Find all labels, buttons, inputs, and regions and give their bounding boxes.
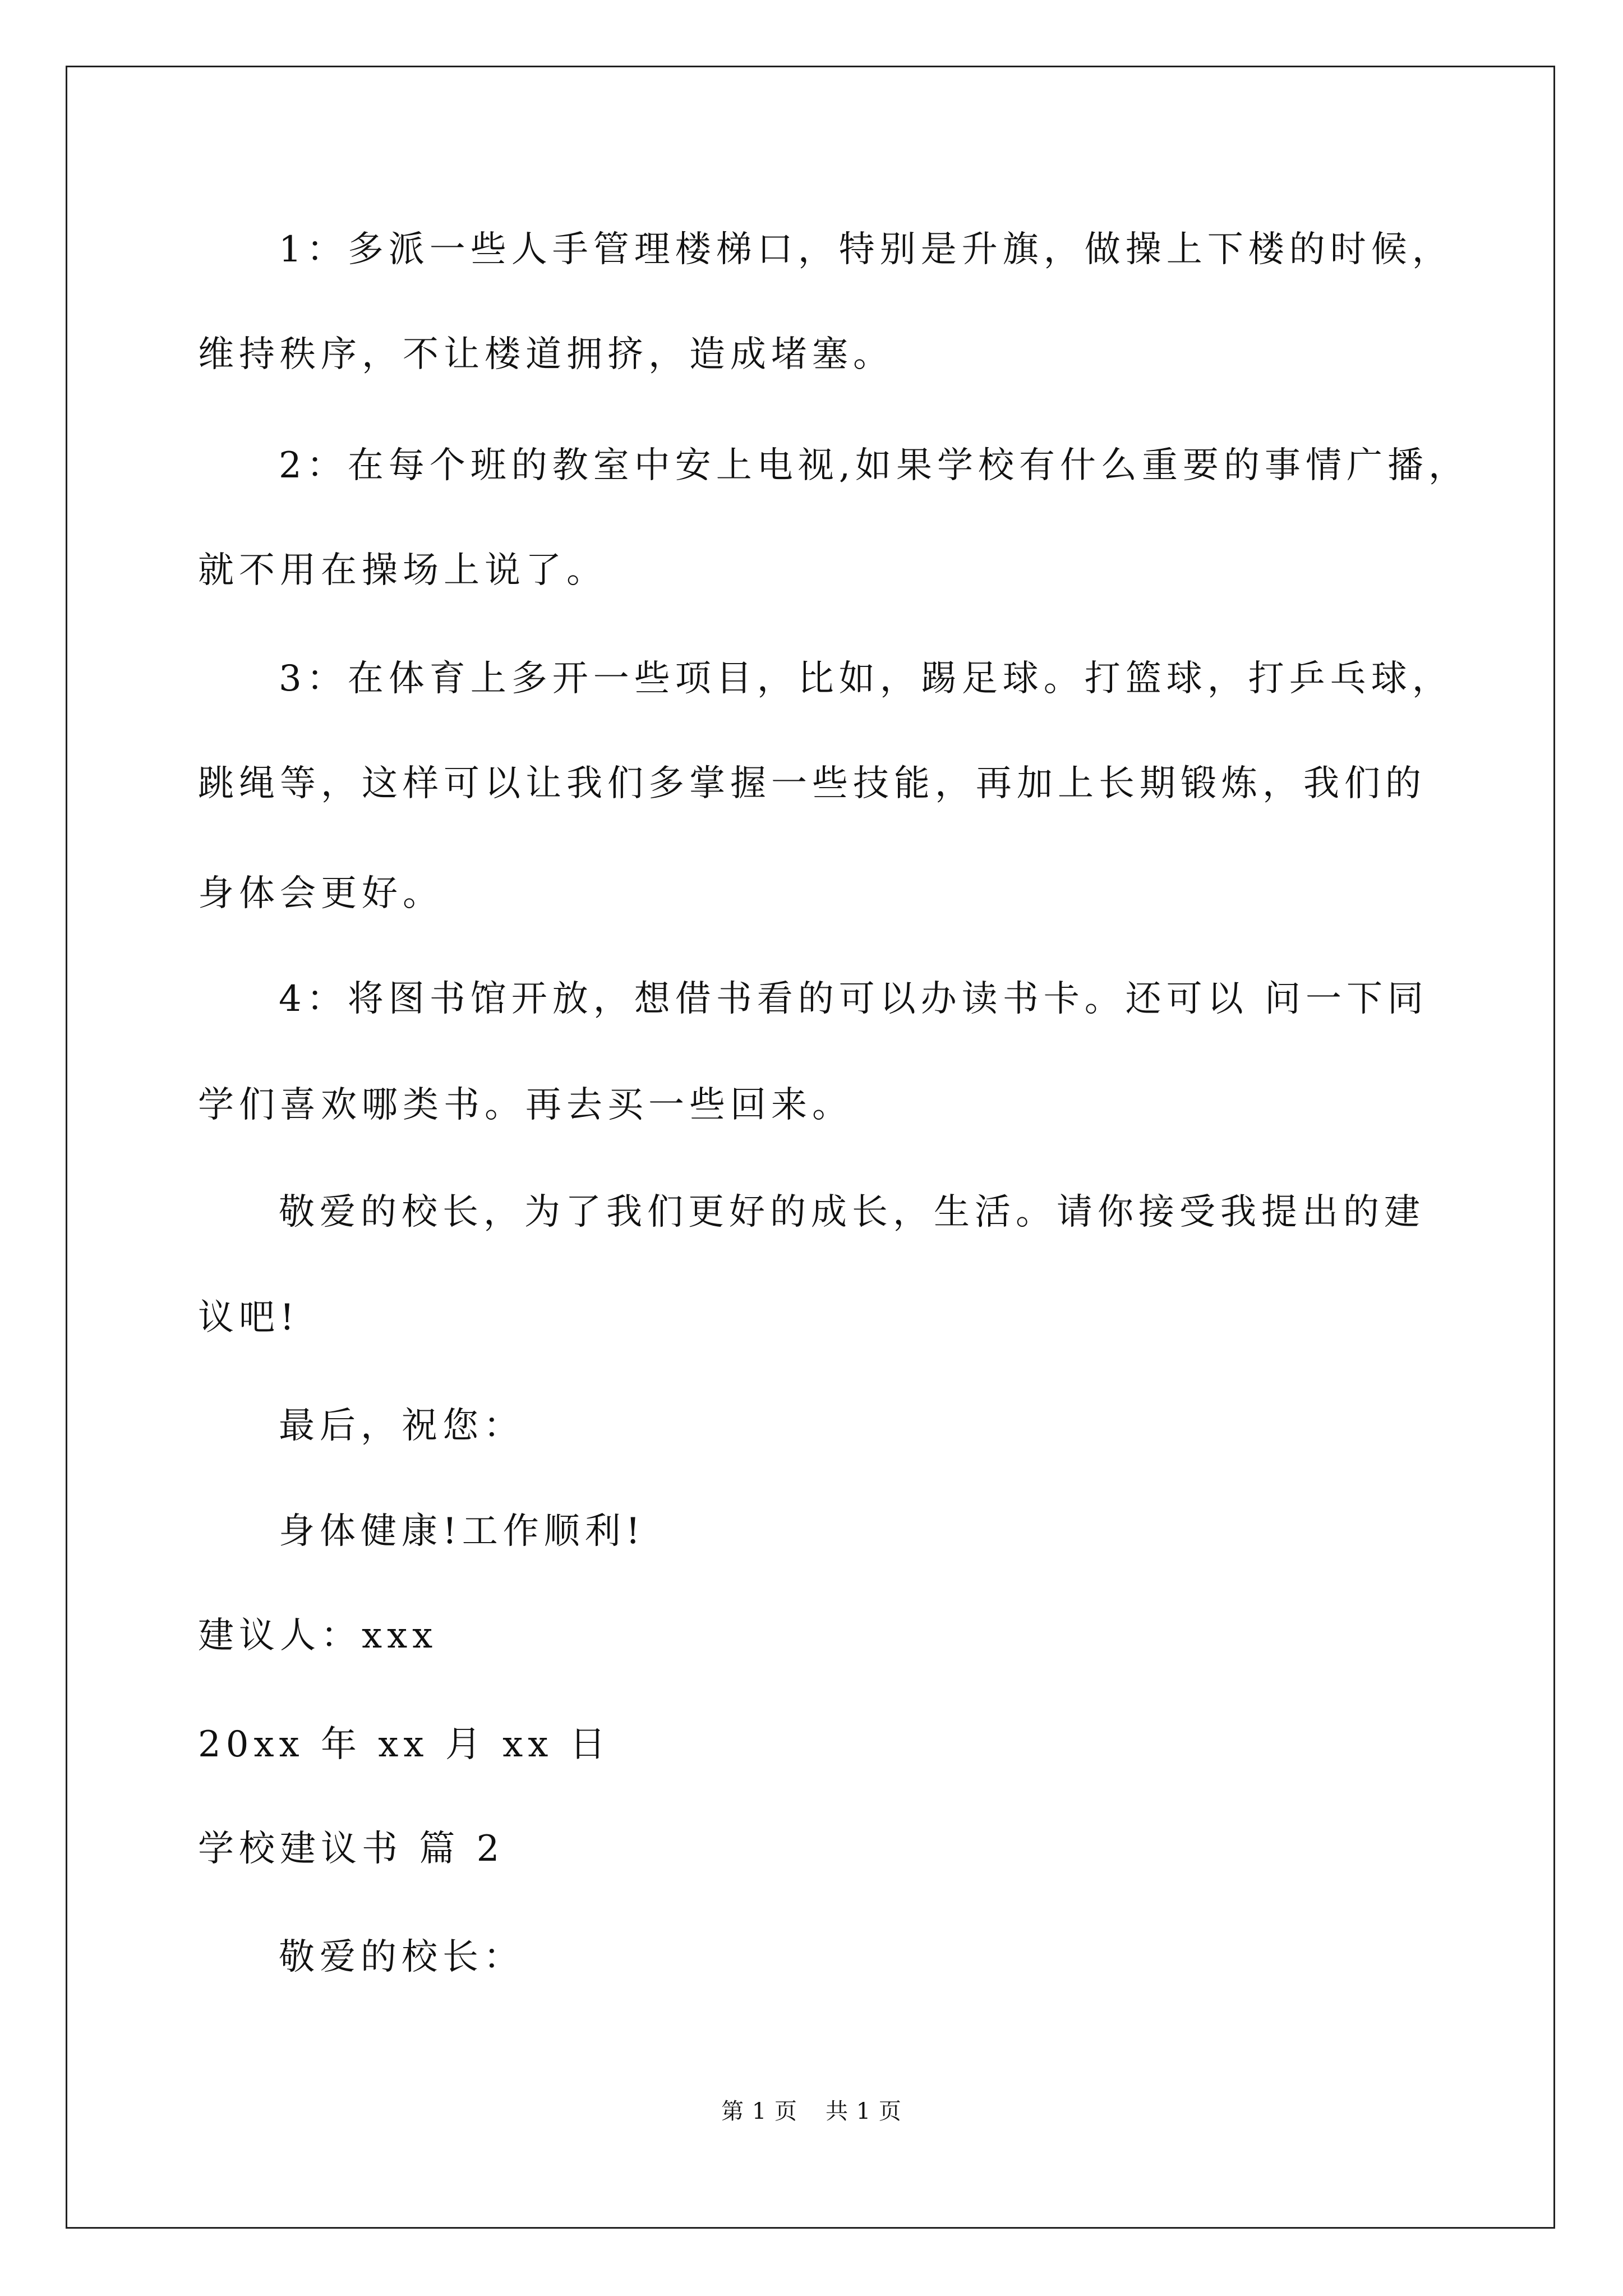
page-number-current: 第 1 页 bbox=[721, 2099, 797, 2124]
paragraph-3-line-1: 3：在体育上多开一些项目，比如，踢足球。打篮球，打乒乓球， bbox=[279, 658, 1453, 700]
signature-name: 建议人：xxx bbox=[198, 1615, 438, 1657]
page-footer bbox=[0, 2098, 1623, 2125]
page-number-total: 共 1 页 bbox=[826, 2099, 902, 2124]
closing-paragraph-line-2: 议吧! bbox=[198, 1297, 299, 1338]
paragraph-2-line-2: 就不用在操场上说了。 bbox=[198, 550, 607, 591]
wishes: 身体健康!工作顺利! bbox=[279, 1511, 645, 1552]
paragraph-4-line-1: 4：将图书馆开放，想借书看的可以办读书卡。还可以 问一下同 bbox=[279, 978, 1429, 1020]
greeting: 敬爱的校长： bbox=[279, 1936, 524, 1978]
paragraph-4-line-2: 学们喜欢哪类书。再去买一些回来。 bbox=[198, 1084, 853, 1126]
paragraph-2-line-1: 2：在每个班的教室中安上电视,如果学校有什么重要的事情广播， bbox=[279, 445, 1470, 486]
signature-date: 20xx 年 xx 月 xx 日 bbox=[198, 1724, 611, 1765]
salutation-closing: 最后，祝您： bbox=[279, 1405, 524, 1447]
page-border bbox=[66, 66, 1555, 2229]
paragraph-1-line-2: 维持秩序，不让楼道拥挤，造成堵塞。 bbox=[198, 334, 894, 375]
paragraph-1-line-1: 1：多派一些人手管理楼梯口，特别是升旗，做操上下楼的时候， bbox=[279, 229, 1453, 270]
paragraph-3-line-2: 跳绳等，这样可以让我们多掌握一些技能，再加上长期锻炼，我们的 bbox=[198, 763, 1426, 804]
section-heading: 学校建议书 篇 2 bbox=[198, 1828, 505, 1870]
paragraph-3-line-3: 身体会更好。 bbox=[198, 873, 444, 914]
closing-paragraph-line-1: 敬爱的校长，为了我们更好的成长，生活。请你接受我提出的建 bbox=[279, 1191, 1425, 1233]
